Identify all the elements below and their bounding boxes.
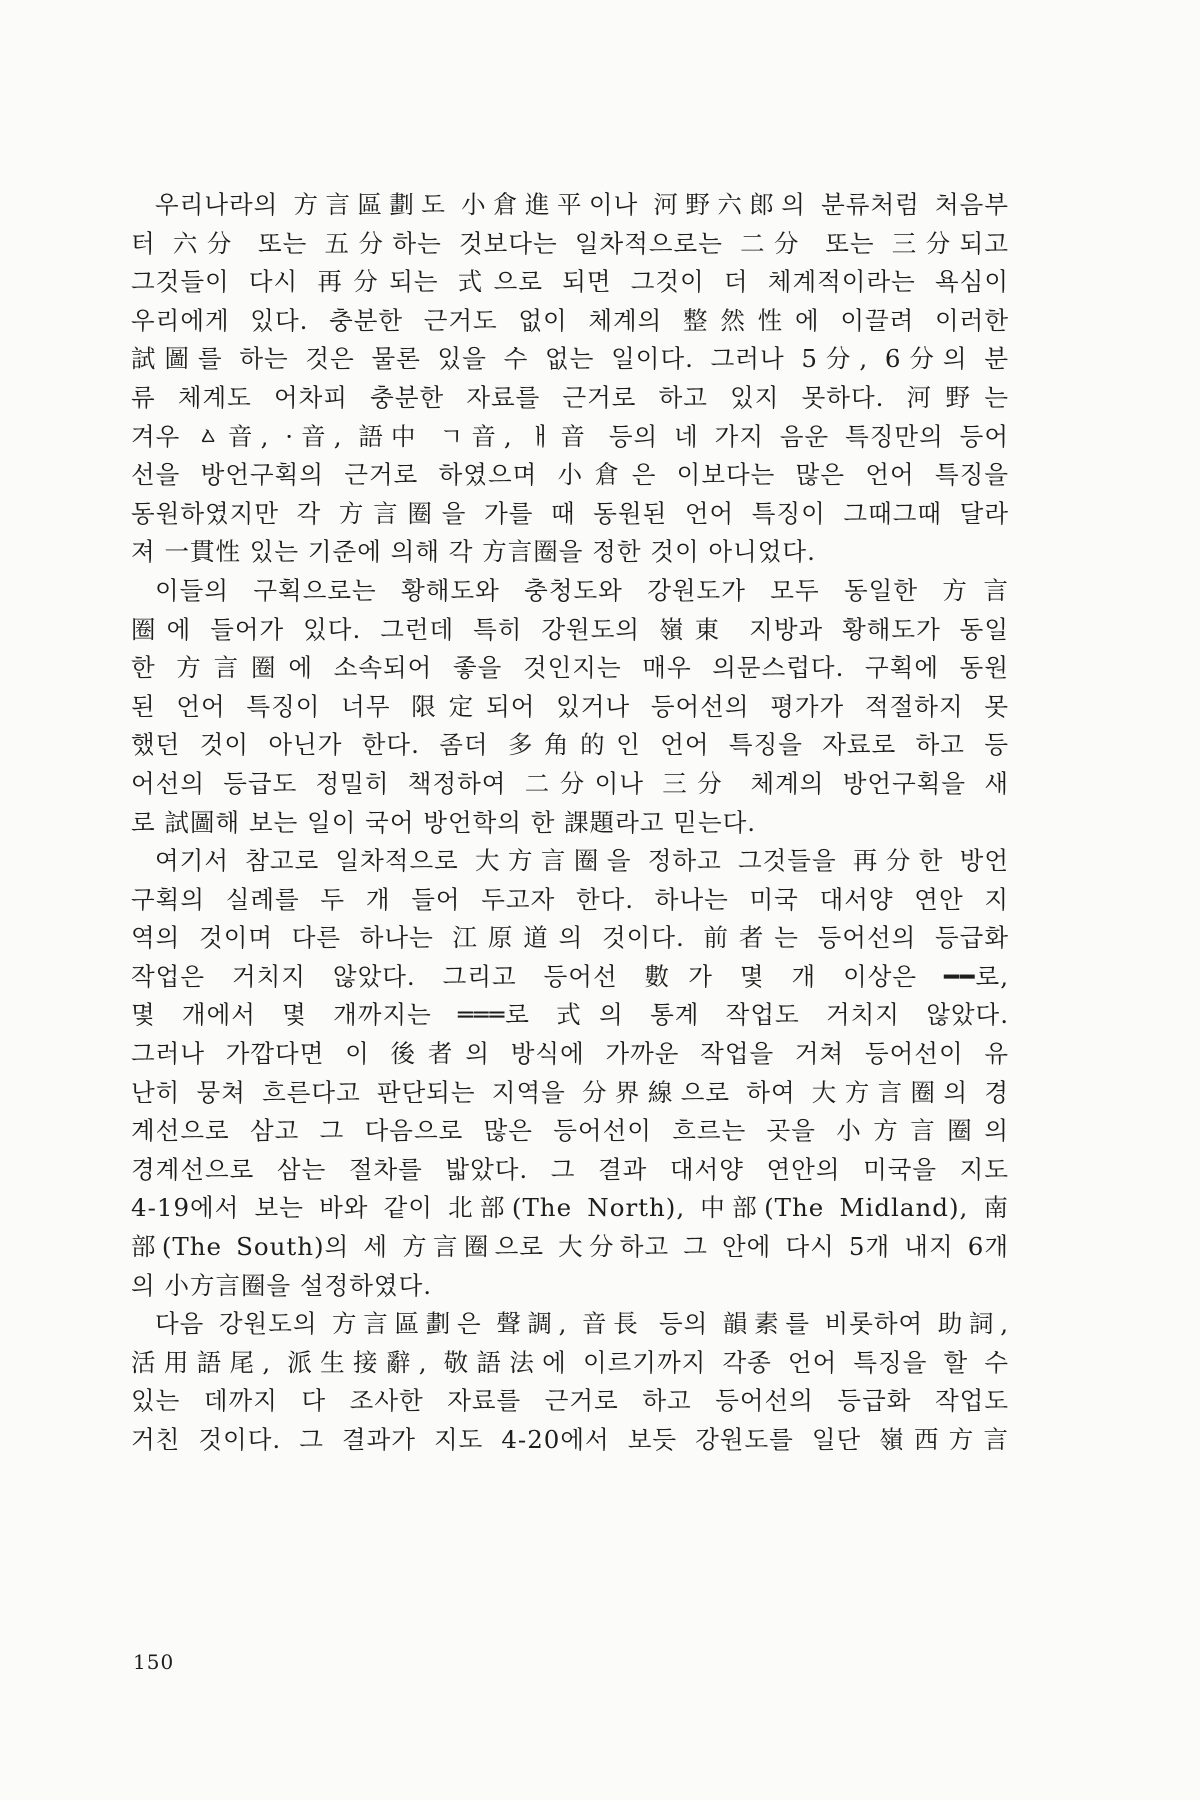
text-line: 活用語尾, 派生接辭, 敬語法에 이르기까지 각종 언어 특징을 할 수 (131, 1347, 1009, 1377)
text-line: 류 체계도 어차피 충분한 자료를 근거로 하고 있지 못하다. 河野는 (131, 382, 1009, 412)
paragraph-4 (131, 1305, 1009, 1459)
text-line: 그러나 가깝다면 이 後者의 방식에 가까운 작업을 거쳐 등어선이 유 (131, 1039, 1009, 1069)
text-line: 있는 데까지 다 조사한 자료를 근거로 하고 등어선의 등급화 작업도 (131, 1386, 1009, 1416)
text-line: 이들의 구획으로는 황해도와 충청도와 강원도가 모두 동일한 方言 (155, 575, 1009, 605)
paragraph-1 (131, 186, 1009, 572)
text-line: 역의 것이며 다른 하나는 江原道의 것이다. 前者는 등어선의 등급화 (131, 923, 1009, 953)
text-line: 여기서 참고로 일차적으로 大方言圈을 정하고 그것들을 再分한 방언 (155, 846, 1009, 876)
text-line: 4-19에서 보는 바와 같이 北部(The North), 中部(The Midland), 南 (131, 1193, 1009, 1223)
text-line: 의 小方言圈을 설정하였다. (131, 1270, 433, 1300)
text-line: 몇 개에서 몇 개까지는 ═══로 式의 통계 작업도 거치지 않았다. (131, 1000, 1009, 1030)
paragraph-3 (131, 842, 1009, 1305)
text-line: 部(The South)의 세 方言圈으로 大分하고 그 안에 다시 5개 내지 6개 (131, 1232, 1009, 1262)
text-line: 겨우 ㅿ音, ·音, 語中 ㄱ音, ㅐ音 등의 네 가지 음운 특징만의 등어 (131, 421, 1009, 451)
text-line: 로 試圖해 보는 일이 국어 방언학의 한 課題라고 믿는다. (131, 807, 757, 837)
text-line: 우리에게 있다. 충분한 근거도 없이 체계의 整然性에 이끌려 이러한 (131, 305, 1009, 335)
text-line: 경계선으로 삼는 절차를 밟았다. 그 결과 대서양 연안의 미국을 지도 (131, 1154, 1009, 1184)
text-line: 거친 것이다. 그 결과가 지도 4-20에서 보듯 강원도를 일단 嶺西方言 (131, 1425, 1009, 1454)
text-line: 圈에 들어가 있다. 그런데 특히 강원도의 嶺東 지방과 황해도가 동일 (131, 614, 1009, 644)
text-line: 우리나라의 方言區劃도 小倉進平이나 河野六郎의 분류처럼 처음부 (155, 190, 1009, 219)
text-line: 어선의 등급도 정밀히 책정하여 二分이나 三分 체계의 방언구획을 새 (131, 768, 1009, 798)
text-line: 선을 방언구획의 근거로 하였으며 小倉은 이보다는 많은 언어 특징을 (131, 460, 1009, 490)
text-line: 져 一貫性 있는 기준에 의해 각 方言圈을 정한 것이 아니었다. (131, 537, 816, 567)
text-line: 다음 강원도의 方言區劃은 聲調, 音長 등의 韻素를 비롯하여 助詞, (155, 1309, 1009, 1339)
text-line: 된 언어 특징이 너무 限定되어 있거나 등어선의 평가가 적절하지 못 (131, 691, 1009, 721)
paragraph-2 (131, 572, 1009, 842)
text-line: 했던 것이 아닌가 한다. 좀더 多角的인 언어 특징을 자료로 하고 등 (131, 730, 1009, 760)
text-line: 그것들이 다시 再分되는 式으로 되면 그것이 더 체계적이라는 욕심이 (131, 267, 1009, 297)
page-number: 150 (133, 1650, 175, 1674)
text-line: 동원하였지만 각 方言圈을 가를 때 동원된 언어 특징이 그때그때 달라 (131, 498, 1009, 528)
text-line: 계선으로 삼고 그 다음으로 많은 등어선이 흐르는 곳을 小方言圈의 (131, 1116, 1009, 1146)
body-text (131, 186, 1009, 1460)
text-line: 한 方言圈에 소속되어 좋을 것인지는 매우 의문스럽다. 구획에 동원 (131, 653, 1009, 683)
text-line: 작업은 거치지 않았다. 그리고 등어선 數가 몇 개 이상은 ━━로, (131, 961, 1009, 991)
text-line: 난히 뭉쳐 흐른다고 판단되는 지역을 分界線으로 하여 大方言圈의 경 (131, 1077, 1009, 1107)
text-line: 구획의 실례를 두 개 들어 두고자 한다. 하나는 미국 대서양 연안 지 (131, 884, 1009, 914)
text-line: 試圖를 하는 것은 물론 있을 수 없는 일이다. 그러나 5分, 6分의 분 (131, 344, 1009, 374)
text-line: 터 六分 또는 五分하는 것보다는 일차적으로는 二分 또는 三分되고 (131, 228, 1009, 258)
